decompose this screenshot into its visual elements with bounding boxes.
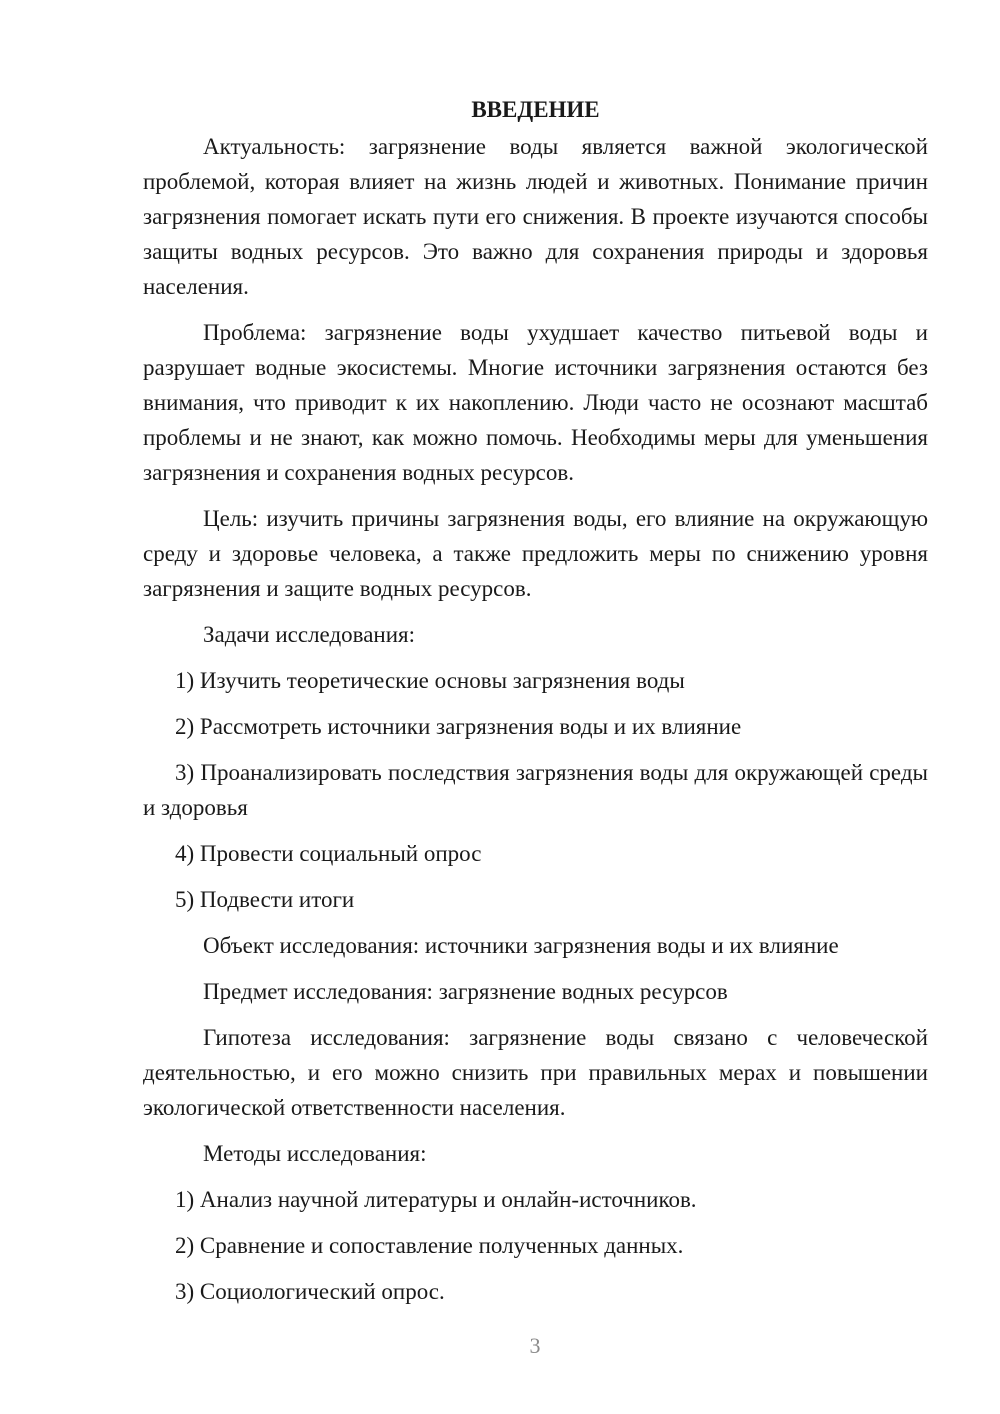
research-subject: Предмет исследования: загрязнение водных ресурсов (203, 979, 728, 1004)
section-heading: ВВЕДЕНИЕ (471, 97, 600, 122)
tasks-title: Задачи исследования: (203, 622, 416, 647)
hypothesis-paragraph: Гипотеза исследования: загрязнение воды связано с человеческой деятельностью, и его можно снизить при правильных мерах и повышении экологической ответственности населения. (143, 1025, 928, 1120)
research-object: Объект исследования: источники загрязнения воды и их влияние (203, 933, 839, 958)
task-item: 4) Провести социальный опрос (175, 841, 482, 866)
page-number: 3 (529, 1333, 541, 1358)
method-item: 3) Социологический опрос. (175, 1279, 445, 1304)
document-page (143, 92, 928, 1320)
method-item: 1) Анализ научной литературы и онлайн-источников. (175, 1187, 697, 1212)
task-item: 1) Изучить теоретические основы загрязнения воды (175, 668, 685, 693)
relevance-paragraph: Актуальность: загрязнение воды является важной экологической проблемой, которая влияет на жизнь людей и животных. Понимание причин загрязнения помогает искать пути его снижения. В проекте изучаются способы защиты водных ресурсов. Это важно для сохранения природы и здоровья населения. (143, 134, 928, 299)
problem-paragraph: Проблема: загрязнение воды ухудшает качество питьевой воды и разрушает водные экосистемы. Многие источники загрязнения остаются без внимания, что приводит к их накоплению. Люди часто не осознают масштаб проблемы и не знают, как можно помочь. Необходимы меры для уменьшения загрязнения и сохранения водных ресурсов. (143, 320, 928, 485)
task-item: 2) Рассмотреть источники загрязнения воды и их влияние (175, 714, 742, 739)
goal-paragraph: Цель: изучить причины загрязнения воды, его влияние на окружающую среду и здоровье человека, а также предложить меры по снижению уровня загрязнения и защите водных ресурсов. (143, 506, 928, 601)
method-item: 2) Сравнение и сопоставление полученных данных. (175, 1233, 684, 1258)
task-item: 3) Проанализировать последствия загрязнения воды для окружающей среды и здоровья (143, 760, 928, 820)
task-item: 5) Подвести итоги (175, 887, 355, 912)
methods-title: Методы исследования: (203, 1141, 427, 1166)
